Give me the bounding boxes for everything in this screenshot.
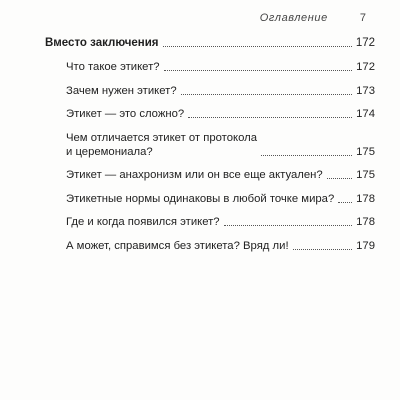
toc-item-page: 175 xyxy=(356,145,375,158)
toc-item-title-line2: и церемониала? xyxy=(66,145,153,158)
table-of-contents xyxy=(45,36,375,262)
toc-item-title: Где и когда появился этикет? xyxy=(66,216,220,228)
toc-section-title: Вместо заключения xyxy=(45,37,159,49)
dot-leader xyxy=(181,94,353,95)
dot-leader xyxy=(261,155,352,156)
dot-leader xyxy=(293,249,353,250)
dot-leader xyxy=(188,117,352,118)
toc-item-page: 178 xyxy=(356,216,375,228)
page-number: 7 xyxy=(359,12,366,24)
toc-item-page: 175 xyxy=(356,169,375,181)
toc-item xyxy=(45,60,375,74)
toc-item-page: 173 xyxy=(356,84,375,97)
toc-item xyxy=(45,192,375,206)
toc-item-page: 174 xyxy=(356,108,375,120)
toc-item xyxy=(45,239,375,253)
toc-item-page: 178 xyxy=(356,192,375,205)
dot-leader xyxy=(163,46,352,47)
toc-item xyxy=(45,215,375,229)
toc-item-title-line1: Чем отличается этикет от протокола xyxy=(66,131,257,144)
toc-item-title xyxy=(66,131,257,159)
toc-item-title: Что такое этикет? xyxy=(66,61,160,73)
toc-section-page: 172 xyxy=(355,37,375,49)
dot-leader xyxy=(338,202,352,203)
toc-item-title: Этикетные нормы одинаковы в любой точке мира? xyxy=(66,192,335,205)
toc-section xyxy=(45,36,375,50)
toc-item-title: Этикет — это сложно? xyxy=(66,108,185,120)
toc-item xyxy=(45,107,375,121)
toc-item-title: А может, справимся без этикета? Вряд ли! xyxy=(66,239,289,252)
dot-leader xyxy=(164,70,353,71)
toc-item xyxy=(45,131,375,159)
dot-leader xyxy=(327,178,352,179)
toc-item xyxy=(45,168,375,182)
toc-item-title: Зачем нужен этикет? xyxy=(66,84,177,97)
running-title: Оглавление xyxy=(259,12,328,24)
toc-item-title: Этикет — анахронизм или он все еще актуален? xyxy=(66,169,323,181)
toc-item-page: 179 xyxy=(356,239,375,252)
toc-item xyxy=(45,84,375,98)
page-header xyxy=(0,0,400,36)
toc-item-page: 172 xyxy=(356,61,375,73)
dot-leader xyxy=(224,225,353,226)
